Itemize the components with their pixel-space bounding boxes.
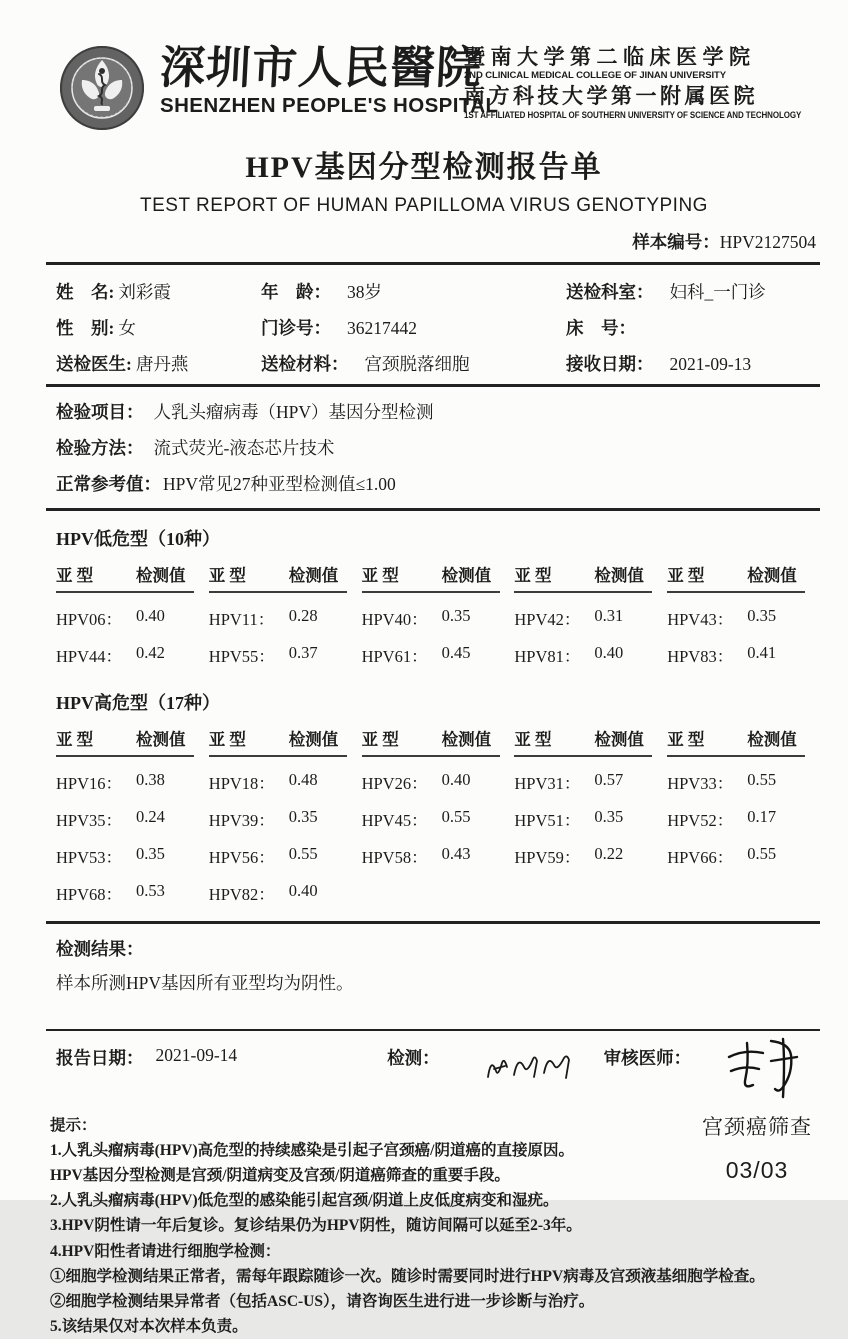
affiliation1-en: 2ND CLINICAL MEDICAL COLLEGE OF JINAN UNIVERSITY (464, 70, 726, 82)
report-title-cn: HPV基因分型检测报告单 (245, 151, 603, 184)
patient-doctor: 送检医生: 唐丹燕 (56, 354, 189, 374)
footer-block (702, 1111, 812, 1184)
subtype-col-label: 亚 型 (56, 566, 94, 585)
note-line: 1.人乳头瘤病毒(HPV)高危型的持续感染是引起子宫颈癌/阴道癌的直接原因。 (50, 1142, 574, 1160)
subtype-data-row (56, 606, 820, 630)
subtype-name: HPV59： (514, 848, 581, 867)
patient-bed: 床 号： (566, 318, 636, 338)
subtype-column-header (56, 726, 194, 757)
subtype-data-row (56, 881, 820, 905)
subtype-col-label: 亚 型 (361, 730, 399, 749)
subtype-cell (362, 844, 515, 868)
hospital-name-cn: 深圳市人民醫院 (158, 41, 484, 94)
subtype-name: HPV56： (208, 848, 275, 867)
subtype-cell (667, 606, 820, 630)
subtype-col-label: 亚 型 (361, 566, 399, 585)
subtype-cell (56, 643, 209, 667)
signoff-row (56, 1045, 820, 1097)
patient-name: 姓 名: 刘彩霞 (56, 282, 171, 302)
subtype-cell (667, 770, 820, 794)
subtype-value: 0.28 (288, 606, 318, 625)
note-line: 2.人乳头瘤病毒(HPV)低危型的感染能引起宫颈/阴道上皮低度病变和湿疣。 (50, 1192, 559, 1210)
subtype-name: HPV16： (56, 774, 123, 793)
subtype-value: 0.17 (747, 807, 777, 826)
note-line: ①细胞学检测结果正常者，需每年跟踪随诊一次。随诊时需要同时进行HPV病毒及宫颈液基细胞学检查。 (50, 1267, 765, 1285)
low-risk-heading: HPV低危型（10种） (56, 529, 220, 549)
subtype-name: HPV61： (361, 647, 428, 666)
subtype-column-header (56, 562, 194, 593)
subtype-cell (362, 807, 515, 831)
subtype-col-label: 亚 型 (667, 566, 705, 585)
subtype-column-header (362, 726, 500, 757)
subtype-column-header (514, 562, 652, 593)
subtype-cell (209, 606, 362, 630)
subtype-col-label: 亚 型 (514, 730, 552, 749)
subtype-cell (514, 770, 667, 794)
subtype-name: HPV18： (208, 774, 275, 793)
subtype-value: 0.40 (288, 881, 318, 900)
subtype-name: HPV33： (667, 774, 734, 793)
sample-number-value: HPV2127504 (719, 232, 816, 252)
value-col-label: 检测值 (288, 566, 339, 585)
subtype-cell (209, 770, 362, 794)
result-block (56, 936, 820, 995)
patient-gender: 性 别: 女 (56, 318, 136, 338)
subtype-cell (56, 606, 209, 630)
subtype-col-label: 亚 型 (208, 566, 246, 585)
subtype-name: HPV44： (56, 647, 123, 666)
subtype-cell-empty (362, 881, 515, 905)
subtype-data-row (56, 643, 820, 667)
subtype-name: HPV35： (56, 811, 123, 830)
subtype-value: 0.24 (136, 807, 165, 826)
subtype-cell (667, 643, 820, 667)
subtype-value: 0.35 (136, 844, 165, 863)
subtype-value: 0.48 (288, 770, 318, 789)
subtype-cell (362, 606, 515, 630)
reviewer-signature-icon (721, 1033, 807, 1103)
affiliation2-en: 1ST AFFILIATED HOSPITAL OF SOUTHERN UNIVERSITY OF SCIENCE AND TECHNOLOGY (464, 109, 802, 121)
subtype-column-header (209, 562, 347, 593)
patient-age: 年 龄： 38岁 (261, 282, 382, 302)
hospital-name-en: SHENZHEN PEOPLE'S HOSPITAL (160, 94, 499, 118)
subtype-cell (209, 643, 362, 667)
value-col-label: 检测值 (594, 730, 644, 749)
test-method: 检验方法： 流式荧光-液态芯片技术 (56, 438, 335, 458)
subtype-name: HPV66： (667, 848, 734, 867)
subtype-name: HPV55： (208, 647, 275, 666)
note-line: ②细胞学检测结果异常者（包括ASC-US），请咨询医生进行进一步诊断与治疗。 (50, 1292, 595, 1310)
subtype-cell-empty (514, 881, 667, 905)
divider (46, 508, 820, 511)
subtype-col-label: 亚 型 (56, 730, 94, 749)
divider (46, 384, 820, 387)
subtype-value: 0.35 (747, 606, 777, 625)
subtype-value: 0.55 (747, 770, 777, 789)
subtype-col-label: 亚 型 (514, 566, 552, 585)
patient-dept: 送检科室： 妇科_一门诊 (566, 282, 766, 302)
subtype-value: 0.55 (441, 807, 471, 826)
subtype-value: 0.35 (594, 807, 624, 826)
test-reference: 正常参考值： HPV常见27种亚型检测值≤1.00 (56, 474, 396, 494)
sample-number-label: 样本编号： (632, 232, 720, 252)
subtype-cell (56, 807, 209, 831)
subtype-cell (56, 881, 209, 905)
subtype-cell (209, 844, 362, 868)
subtype-header-row (56, 726, 820, 757)
value-col-label: 检测值 (441, 566, 492, 585)
note-line: 5.该结果仅对本次样本负责。 (50, 1317, 248, 1335)
subtype-cell (514, 844, 667, 868)
value-col-label: 检测值 (594, 566, 644, 585)
subtype-name: HPV82： (208, 885, 275, 904)
subtype-cell (56, 770, 209, 794)
patient-receive-date: 接收日期： 2021-09-13 (566, 354, 752, 374)
test-item: 检验项目： 人乳头瘤病毒（HPV）基因分型检测 (56, 402, 434, 422)
divider (46, 262, 820, 265)
subtype-cell (667, 844, 820, 868)
hospital-logo-icon (58, 44, 146, 132)
value-col-label: 检测值 (747, 730, 797, 749)
subtype-column-header (362, 562, 500, 593)
value-col-label: 检测值 (747, 566, 797, 585)
report-date-label: 报告日期： (56, 1048, 144, 1068)
subtype-cell (362, 770, 515, 794)
patient-material: 送检材料： 宫颈脱落细胞 (261, 354, 470, 374)
subtype-value: 0.35 (288, 807, 318, 826)
subtype-value: 0.40 (136, 606, 165, 625)
patient-outpatient-no: 门诊号： 36217442 (261, 318, 417, 338)
subtype-cell (667, 807, 820, 831)
hospital-name-block (158, 41, 499, 118)
subtype-value: 0.40 (594, 643, 624, 662)
subtype-cell (514, 606, 667, 630)
subtype-name: HPV11： (208, 610, 275, 629)
subtype-value: 0.35 (441, 606, 471, 625)
subtype-name: HPV52： (667, 811, 734, 830)
subtype-data-row (56, 807, 820, 831)
report-date-value: 2021-09-14 (155, 1045, 238, 1065)
note-line: 4.HPV阳性者请进行细胞学检测： (50, 1242, 281, 1260)
subtype-name: HPV83： (667, 647, 734, 666)
subtype-value: 0.53 (136, 881, 165, 900)
subtype-cell-empty (667, 881, 820, 905)
subtype-value: 0.31 (594, 606, 624, 625)
subtype-value: 0.45 (441, 643, 471, 662)
hospital-header (0, 0, 848, 132)
subtype-data-row (56, 844, 820, 868)
subtype-name: HPV26： (361, 774, 428, 793)
subtype-value: 0.22 (594, 844, 624, 863)
subtype-header-row (56, 562, 820, 593)
subtype-value: 0.57 (594, 770, 624, 789)
subtype-name: HPV81： (514, 647, 581, 666)
subtype-column-header (667, 726, 805, 757)
subtype-value: 0.43 (441, 844, 471, 863)
subtype-cell (362, 643, 515, 667)
subtype-name: HPV43： (667, 610, 734, 629)
subtype-name: HPV45： (361, 811, 428, 830)
subtype-name: HPV68： (56, 885, 123, 904)
subtype-name: HPV06： (56, 610, 123, 629)
subtype-value: 0.42 (136, 643, 165, 662)
high-risk-heading: HPV高危型（17种） (56, 693, 220, 713)
tester-signature-icon (482, 1047, 578, 1087)
affiliation2-cn: 南方科技大学第一附属医院 (464, 85, 758, 109)
subtype-name: HPV39： (208, 811, 275, 830)
note-line: 3.HPV阴性请一年后复诊。复诊结果仍为HPV阴性，随访间隔可以延至2-3年。 (50, 1217, 582, 1235)
subtype-cell (56, 844, 209, 868)
subtype-cell (209, 807, 362, 831)
subtype-value: 0.55 (288, 844, 318, 863)
affiliation1-cn: 暨南大学第二临床医学院 (464, 46, 756, 69)
divider (46, 921, 820, 924)
value-col-label: 检测值 (441, 730, 492, 749)
sample-number-line (0, 229, 848, 254)
subtype-name: HPV42： (514, 610, 581, 629)
note-line: HPV基因分型检测是宫颈/阴道病变及宫颈/阴道癌筛查的重要手段。 (50, 1167, 510, 1185)
subtype-data-row (56, 770, 820, 794)
subtype-name: HPV31： (514, 774, 581, 793)
subtype-value: 0.55 (747, 844, 777, 863)
test-info-block (56, 399, 820, 496)
result-text: 样本所测HPV基因所有亚型均为阴性。 (56, 973, 354, 993)
subtype-value: 0.40 (441, 770, 471, 789)
reviewer-label: 审核医师： (603, 1048, 692, 1068)
subtype-column-header (209, 726, 347, 757)
subtype-column-header (667, 562, 805, 593)
subtype-cell (209, 881, 362, 905)
subtype-value: 0.37 (288, 643, 318, 662)
affiliation-block (464, 44, 802, 122)
patient-info-grid (56, 279, 820, 376)
footer-page-number: 03/03 (725, 1157, 789, 1183)
subtype-value: 0.41 (747, 643, 777, 662)
value-col-label: 检测值 (136, 566, 186, 585)
subtype-cell (514, 807, 667, 831)
subtype-name: HPV40： (361, 610, 428, 629)
subtype-name: HPV53： (56, 848, 123, 867)
subtype-name: HPV58： (361, 848, 428, 867)
report-title-en: TEST REPORT OF HUMAN PAPILLOMA VIRUS GENOTYPING (140, 195, 708, 216)
high-risk-table (56, 726, 820, 905)
value-col-label: 检测值 (136, 730, 186, 749)
subtype-cell (514, 643, 667, 667)
value-col-label: 检测值 (288, 730, 339, 749)
subtype-name: HPV51： (514, 811, 581, 830)
low-risk-table (56, 562, 820, 667)
subtype-value: 0.38 (136, 770, 165, 789)
subtype-col-label: 亚 型 (208, 730, 246, 749)
tester-label: 检测： (387, 1048, 440, 1068)
notes-heading: 提示： (50, 1117, 97, 1134)
result-heading: 检测结果： (56, 939, 144, 959)
subtype-col-label: 亚 型 (667, 730, 705, 749)
footer-screening-label: 宫颈癌筛查 (702, 1116, 812, 1139)
subtype-column-header (514, 726, 652, 757)
divider (46, 1029, 820, 1031)
